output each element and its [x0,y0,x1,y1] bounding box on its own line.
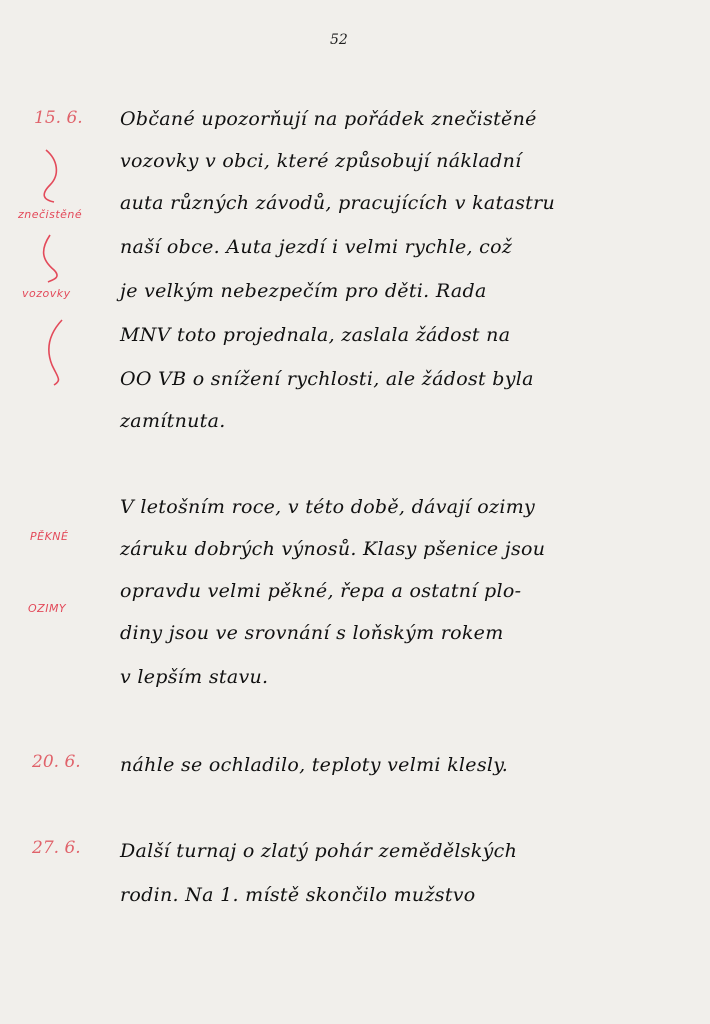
text-line: záruku dobrých výnosů. Klasy pšenice jsou [120,538,546,560]
page-number: 52 [330,32,348,48]
text-line: V letošním roce, v této době, dávají ozimy [120,496,536,518]
entry-date: 20. 6. [32,752,81,772]
margin-note: vozovky [22,287,71,300]
margin-note: znečistěné [18,208,83,221]
text-line: Další turnaj o zlatý pohár zemědělských [120,840,518,862]
text-line: v lepším stavu. [120,666,269,688]
entry-date: 27. 6. [32,838,81,858]
text-line: naší obce. Auta jezdí i velmi rychle, což [120,236,513,258]
margin-note: PĚKNÉ [30,530,69,543]
margin-note: OZIMY [28,602,67,615]
entry-date: 15. 6. [34,108,83,128]
text-line: náhle se ochladilo, teploty velmi klesly. [120,754,509,776]
text-line: MNV toto projednala, zaslala žádost na [120,324,511,346]
text-line: zamítnuta. [120,410,226,432]
text-line: vozovky v obci, které způsobují nákladní [120,150,522,172]
text-line: opravdu velmi pěkné, řepa a ostatní plo- [120,580,522,602]
text-line: Občané upozorňují na pořádek znečistěné [120,108,537,130]
text-line: je velkým nebezpečím pro děti. Rada [120,280,487,302]
text-line: OO VB o snížení rychlosti, ale žádost byla [120,368,534,390]
text-line: rodin. Na 1. místě skončilo mužstvo [120,884,476,906]
text-line: auta různých závodů, pracujících v katastru [120,192,556,214]
text-line: diny jsou ve srovnání s loňským rokem [120,622,504,644]
